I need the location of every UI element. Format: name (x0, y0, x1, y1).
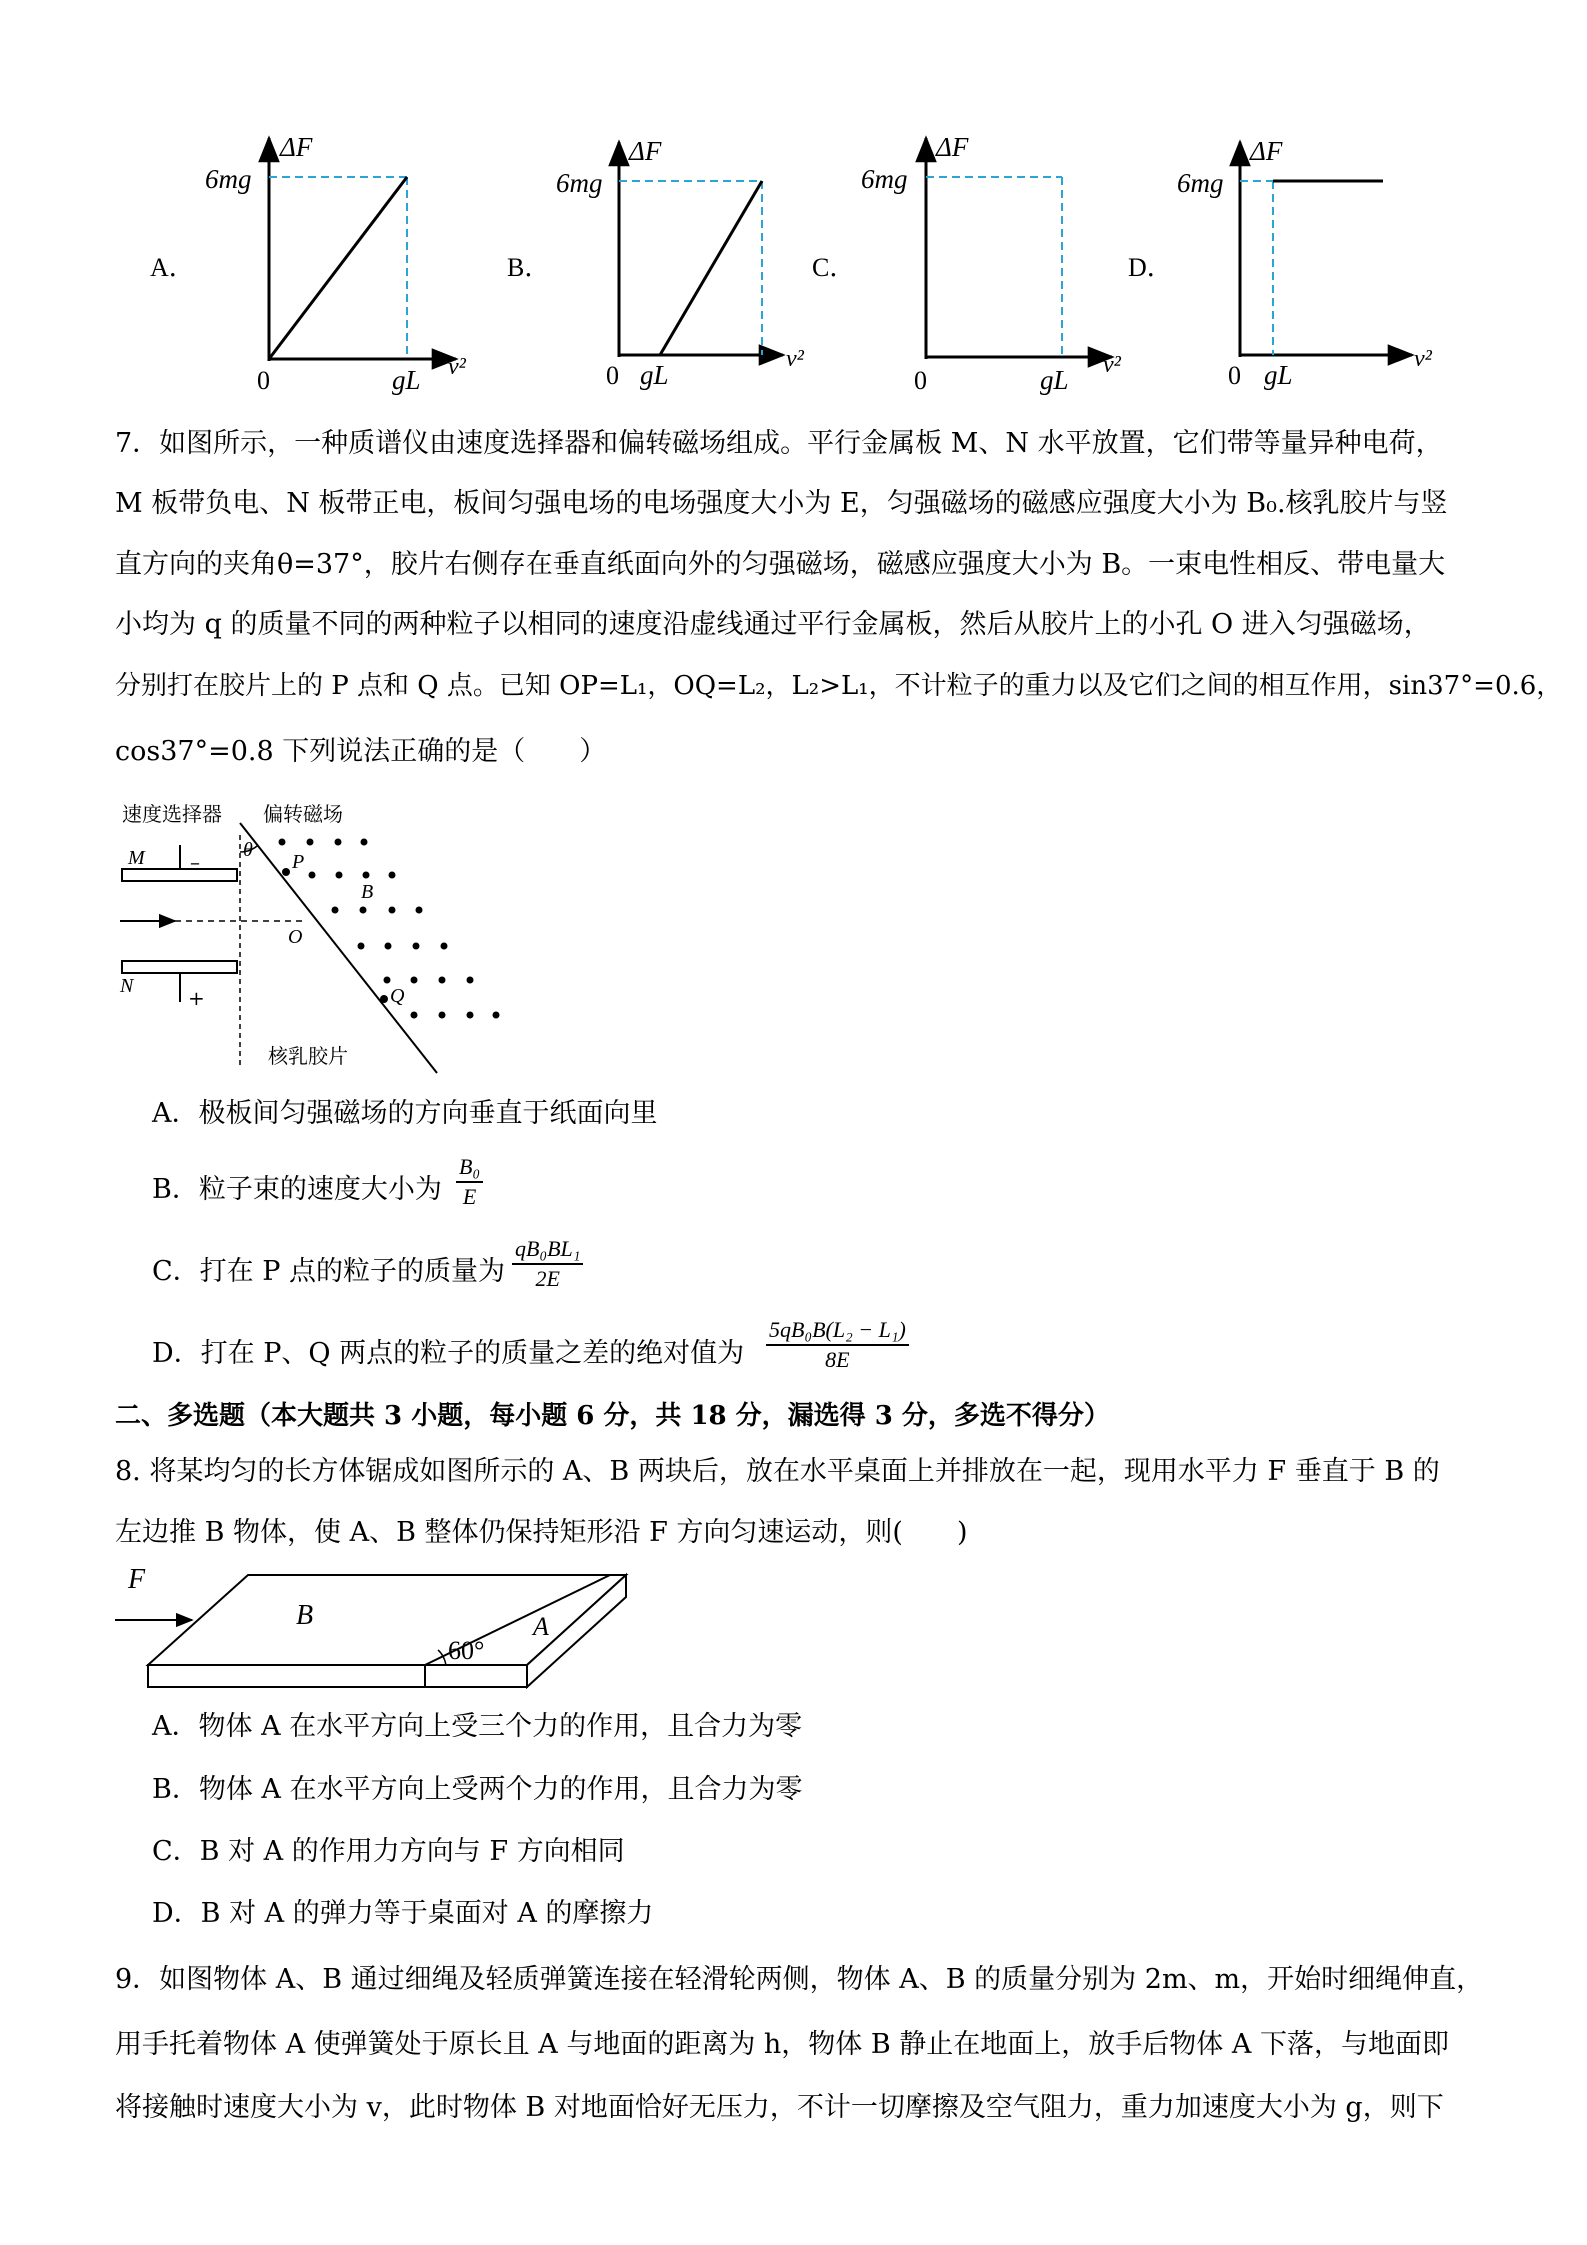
q7-stem-line-5: 分别打在胶片上的 P 点和 Q 点。已知 OP=L₁，OQ=L₂，L₂>L₁，不计粒子的重力以及它们之间的相互作用，sin37°=0.6， (115, 671, 1563, 701)
block-a-label: A (533, 1612, 549, 1641)
speed-selector-label: 速度选择器 (122, 802, 222, 826)
graph-d-x-tick: gL (1264, 360, 1293, 390)
q8-option-c: C．B 对 A 的作用力方向与 F 方向相同 (152, 1836, 625, 1867)
q7-stem-line-3: 直方向的夹角θ=37°，胶片右侧存在垂直纸面向外的匀强磁场，磁感应强度大小为 B。一束电性相反、带电量大 (115, 549, 1446, 580)
point-q (380, 995, 388, 1003)
graph-d-label: D． (1128, 253, 1173, 282)
point-q-label: Q (390, 985, 405, 1007)
q7-option-a: A．极板间匀强磁场的方向垂直于纸面向里 (152, 1098, 658, 1129)
graph-option-c (812, 132, 1122, 395)
q7-option-d-fraction (766, 1316, 909, 1374)
q7-option-b-fraction (456, 1153, 483, 1211)
point-b-label: B (361, 881, 374, 903)
graph-c-y-tick: 6mg (861, 164, 908, 194)
plate-n (122, 961, 237, 973)
plus-sign: + (188, 986, 205, 1010)
q8-stem-line-1: 8. 将某均匀的长方体锯成如图所示的 A、B 两块后，放在水平桌面上并排放在一起，现用水平力 F 垂直于 B 的 (115, 1456, 1440, 1487)
point-p-label: P (292, 851, 305, 873)
point-o-label: O (288, 926, 303, 948)
graph-b-x-label: v² (786, 346, 804, 372)
section-2-heading: 二、多选题（本大题共 3 小题，每小题 6 分，共 18 分，漏选得 3 分，多选不得分） (115, 1401, 1110, 1431)
graph-d-origin: 0 (1228, 361, 1241, 390)
graph-a-x-label: v² (448, 354, 466, 380)
plate-n-label: N (120, 975, 134, 997)
graph-c-origin: 0 (914, 366, 927, 395)
theta-label: θ (243, 839, 253, 861)
plate-m-label: M (128, 847, 145, 869)
graph-b-x-tick: gL (640, 360, 669, 390)
graph-option-d (1128, 136, 1433, 390)
graph-b-label: B． (507, 253, 551, 282)
q7-option-c-denominator: 2E (535, 1266, 560, 1291)
q7-option-c-fraction (512, 1235, 583, 1293)
graph-d-x-label: v² (1414, 346, 1432, 372)
q7-option-b-denominator: E (462, 1184, 477, 1209)
nuclear-film (240, 823, 437, 1073)
graph-b-curve (660, 181, 762, 355)
block-b-label: B (296, 1600, 314, 1631)
q8-stem-line-2: 左边推 B 物体，使 A、B 整体仍保持矩形沿 F 方向匀速运动，则( ) (115, 1517, 968, 1548)
graph-c-y-label: ΔF (936, 132, 969, 162)
q7-option-b: B．粒子束的速度大小为 (152, 1174, 442, 1205)
graph-a-x-tick: gL (392, 365, 421, 395)
point-p (282, 868, 290, 876)
q7-option-d: D．打在 P、Q 两点的粒子的质量之差的绝对值为 (152, 1338, 745, 1369)
q7-stem-line-6: cos37°=0.8 下列说法正确的是（ ） (115, 736, 607, 767)
graph-b-origin: 0 (606, 361, 619, 390)
q7-stem-line-4: 小均为 q 的质量不同的两种粒子以相同的速度沿虚线通过平行金属板，然后从胶片上的小孔 O 进入匀强磁场， (115, 609, 1431, 640)
graph-c-label: C． (812, 253, 856, 282)
plate-m (122, 869, 237, 881)
minus-sign: – (190, 850, 200, 874)
q7-stem-line-2: M 板带负电、N 板带正电，板间匀强电场的电场强度大小为 E，匀强磁场的磁感应强度大小为 B₀.核乳胶片与竖 (115, 488, 1448, 519)
q7-option-c: C．打在 P 点的粒子的质量为 (152, 1256, 505, 1287)
q7-option-d-numerator: 5qB₀B(L₂ − L₁) (766, 1316, 909, 1346)
graph-b-y-tick: 6mg (556, 168, 603, 198)
magnetic-field-dots (279, 839, 500, 1019)
q9-stem-line-3: 将接触时速度大小为 v，此时物体 B 对地面恰好无压力，不计一切摩擦及空气阻力，重力加速度大小为 g，则下 (115, 2092, 1444, 2123)
graph-c-x-label: v² (1103, 352, 1121, 378)
q9-stem-line-2: 用手托着物体 A 使弹簧处于原长且 A 与地面的距离为 h，物体 B 静止在地面上，放手后物体 A 下落，与地面即 (115, 2029, 1449, 2060)
graph-a-y-label: ΔF (280, 132, 313, 162)
graph-a-y-tick: 6mg (205, 164, 252, 194)
film-label: 核乳胶片 (268, 1044, 348, 1068)
q7-option-c-numerator: qB₀BL₁ (512, 1235, 583, 1265)
q8-option-b: B．物体 A 在水平方向上受两个力的作用，且合力为零 (152, 1774, 803, 1805)
graph-b-y-label: ΔF (629, 136, 662, 166)
graph-option-b (507, 136, 805, 390)
graph-option-a (150, 132, 467, 395)
block-front-face (148, 1665, 527, 1687)
graph-d-y-label: ΔF (1250, 136, 1283, 166)
force-label: F (128, 1564, 146, 1595)
q7-option-d-denominator: 8E (825, 1347, 850, 1372)
graph-a-origin: 0 (257, 366, 270, 395)
q8-option-d: D．B 对 A 的弹力等于桌面对 A 的摩擦力 (152, 1898, 654, 1929)
graph-a-label: A． (150, 253, 195, 282)
q8-blocks-figure (115, 1575, 626, 1687)
q8-option-a: A．物体 A 在水平方向上受三个力的作用，且合力为零 (152, 1711, 803, 1742)
q7-mass-spectrometer-figure (120, 823, 500, 1073)
q7-stem-line-1: 7．如图所示，一种质谱仪由速度选择器和偏转磁场组成。平行金属板 M、N 水平放置，它们带等量异种电荷， (115, 428, 1443, 459)
q9-stem-line-1: 9．如图物体 A、B 通过细绳及轻质弹簧连接在轻滑轮两侧，物体 A、B 的质量分别为 2m、m，开始时细绳伸直， (115, 1964, 1484, 1995)
graph-c-x-tick: gL (1040, 365, 1069, 395)
deflection-field-label: 偏转磁场 (263, 802, 343, 826)
angle-label: 60° (448, 1636, 485, 1665)
graph-a-curve (269, 177, 407, 359)
q7-option-b-numerator: B₀ (456, 1153, 483, 1183)
graph-d-y-tick: 6mg (1177, 168, 1224, 198)
